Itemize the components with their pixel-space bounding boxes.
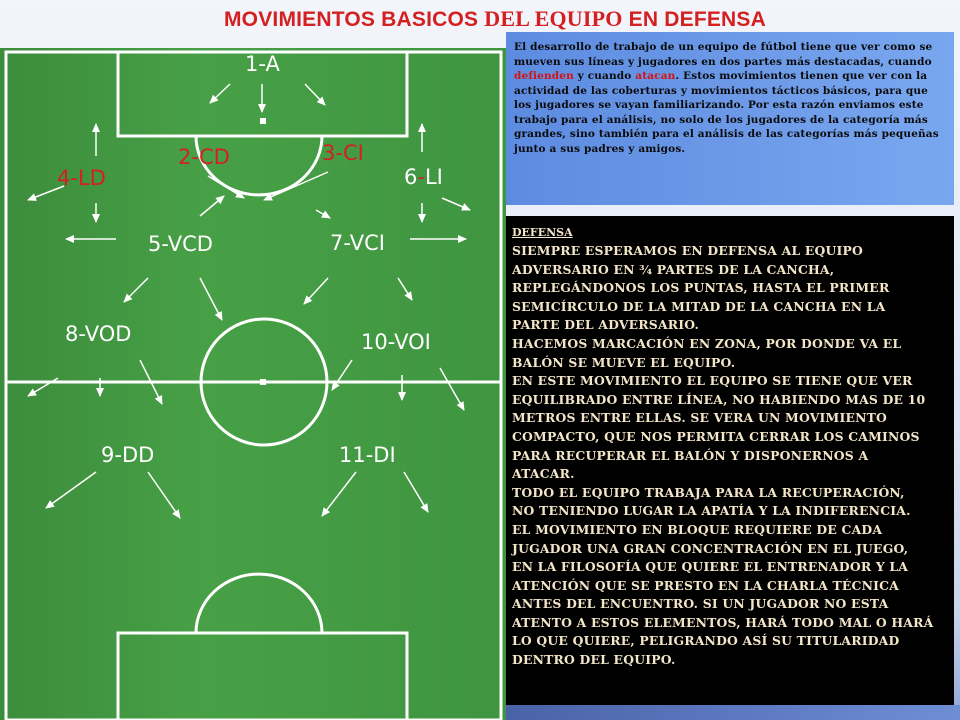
bottom-penalty-arc xyxy=(196,574,322,633)
arrow xyxy=(322,472,356,516)
player-9-dd: 9-DD xyxy=(101,443,155,467)
intro-text-1: El desarrollo de trabajo de un equipo de fútbol tiene que ver como se mueven sus líneas y jugadores en dos partes más destacadas, cuando xyxy=(514,41,933,68)
arrow xyxy=(332,360,352,390)
arrow xyxy=(210,84,230,103)
player-10-voi: 10-VOI xyxy=(361,330,431,354)
defensa-line: SEMICÍRCULO DE LA MITAD DE LA CANCHA EN LA xyxy=(512,298,886,314)
field-drawing xyxy=(0,48,506,720)
defensa-line: ANTES DEL ENCUENTRO. SI UN JUGADOR NO ESTA xyxy=(512,596,889,612)
defensa-line: SIEMPRE ESPERAMOS EN DEFENSA AL EQUIPO xyxy=(512,243,864,258)
slide-title xyxy=(0,6,960,32)
center-spot xyxy=(260,379,266,385)
intro-text-2: y cuando xyxy=(573,70,636,82)
defensa-line: ATACAR. xyxy=(512,466,575,482)
player-4-ld: 4-LD xyxy=(57,166,106,190)
top-penalty-spot xyxy=(260,118,266,124)
defensa-line: HACEMOS MARCACIÓN EN ZONA, POR DONDE VA EL xyxy=(512,335,902,351)
defensa-line: EL MOVIMIENTO EN BLOQUE REQUIERE DE CADA xyxy=(512,521,883,537)
defensa-line: METROS ENTRE ELLAS. SE VERA UN MOVIMIENTO xyxy=(512,410,888,426)
arrow xyxy=(148,472,180,518)
defensa-line: JUGADOR UNA GRAN CONCENTRACIÓN EN EL JUEGO, xyxy=(512,540,909,556)
defensa-line: TODO EL EQUIPO TRABAJA PARA LA RECUPERACIÓN, xyxy=(512,484,905,500)
touchline-border xyxy=(6,52,501,720)
pitch-lines xyxy=(6,52,501,720)
arrow xyxy=(200,278,222,320)
soccer-field xyxy=(0,48,506,720)
player-2-cd: 2-CD xyxy=(178,145,230,169)
arrow xyxy=(124,278,148,302)
intro-text xyxy=(514,40,946,156)
defensa-line: LO QUE QUIERE, PELIGRANDO ASÍ SU TITULARIDAD xyxy=(512,633,900,649)
arrow xyxy=(46,472,96,508)
player-7-vci: 7-VCI xyxy=(330,231,385,255)
player-8-vod: 8-VOD xyxy=(65,322,132,346)
arrow xyxy=(200,196,224,216)
defensa-line: DENTRO DEL EQUIPO. xyxy=(512,652,676,668)
arrow xyxy=(404,472,428,512)
defensa-line: PARA RECUPERAR EL BALÓN Y DISPONERNOS A xyxy=(512,447,869,463)
defensa-line: ADVERSARIO EN ¾ PARTES DE LA CANCHA, xyxy=(512,261,835,277)
player-6-position: LI xyxy=(424,165,443,189)
arrow xyxy=(398,278,412,300)
decorative-strip xyxy=(506,705,960,720)
defensa-panel xyxy=(506,216,954,710)
player-6-number: 6 xyxy=(404,165,418,189)
player-1-a: 1-A xyxy=(245,52,280,76)
defensa-line: EN ESTE MOVIMIENTO EL EQUIPO SE TIENE QUE VER xyxy=(512,373,913,389)
intro-defienden: defienden xyxy=(514,70,574,82)
defensa-line: PARTE DEL ADVERSARIO. xyxy=(512,317,700,333)
player-3-ci: 3-CI xyxy=(322,141,364,165)
arrow xyxy=(304,278,328,304)
intro-panel xyxy=(506,32,954,205)
defensa-heading: DEFENSA xyxy=(512,226,573,239)
arrow xyxy=(440,368,464,410)
player-6-li xyxy=(404,167,443,188)
title-part-1: MOVIMIENTOS BASICOS xyxy=(223,8,485,31)
player-6-dash: - xyxy=(417,165,425,189)
defensa-line: ATENTO A ESTOS ELEMENTOS, HARÁ TODO MAL O HARÁ xyxy=(512,614,934,630)
title-part-2: DEL EQUIPO xyxy=(484,6,623,31)
title-part-3: EN DEFENSA xyxy=(622,8,766,31)
defensa-line: NO TENIENDO LUGAR LA APATÍA Y LA INDIFERENCIA. xyxy=(512,503,911,519)
intro-atacan: atacan xyxy=(635,70,676,82)
arrow xyxy=(305,84,325,105)
defensa-line: BALÓN SE MUEVE EL EQUIPO. xyxy=(512,354,736,370)
defensa-body xyxy=(512,242,948,670)
defensa-line: EN LA FILOSOFÍA QUE QUIERE EL ENTRENADOR Y LA xyxy=(512,559,909,575)
defensa-line: REPLEGÁNDONOS LOS PUNTAS, HASTA EL PRIMER xyxy=(512,280,890,296)
defensa-line: EQUILIBRADO ENTRE LÍNEA, NO HABIENDO MAS DE 10 xyxy=(512,391,926,407)
player-5-vcd: 5-VCD xyxy=(148,232,213,256)
defensa-line: COMPACTO, QUE NOS PERMITA CERRAR LOS CAMINOS xyxy=(512,428,920,444)
bottom-penalty-area xyxy=(118,633,407,720)
arrow xyxy=(264,172,328,200)
movement-arrows xyxy=(28,84,470,518)
arrow xyxy=(208,176,244,198)
arrow xyxy=(316,210,330,218)
arrow xyxy=(442,198,470,210)
intro-text-3: . Estos movimientos tienen que ver con la actividad de las coberturas y movimientos tácticos básicos, para que los jugadores se vayan familiarizando. Por esta razón enviamos este trabajo para el análisis, no solo de los jugadores de la categoría más grandes, sino también para el análisis de las categorías más pequeñas junto a sus padres y amigos. xyxy=(514,70,939,155)
player-11-di: 11-DI xyxy=(339,443,396,467)
defensa-line: ATENCIÓN QUE SE PRESTO EN LA CHARLA TÉCNICA xyxy=(512,577,899,593)
